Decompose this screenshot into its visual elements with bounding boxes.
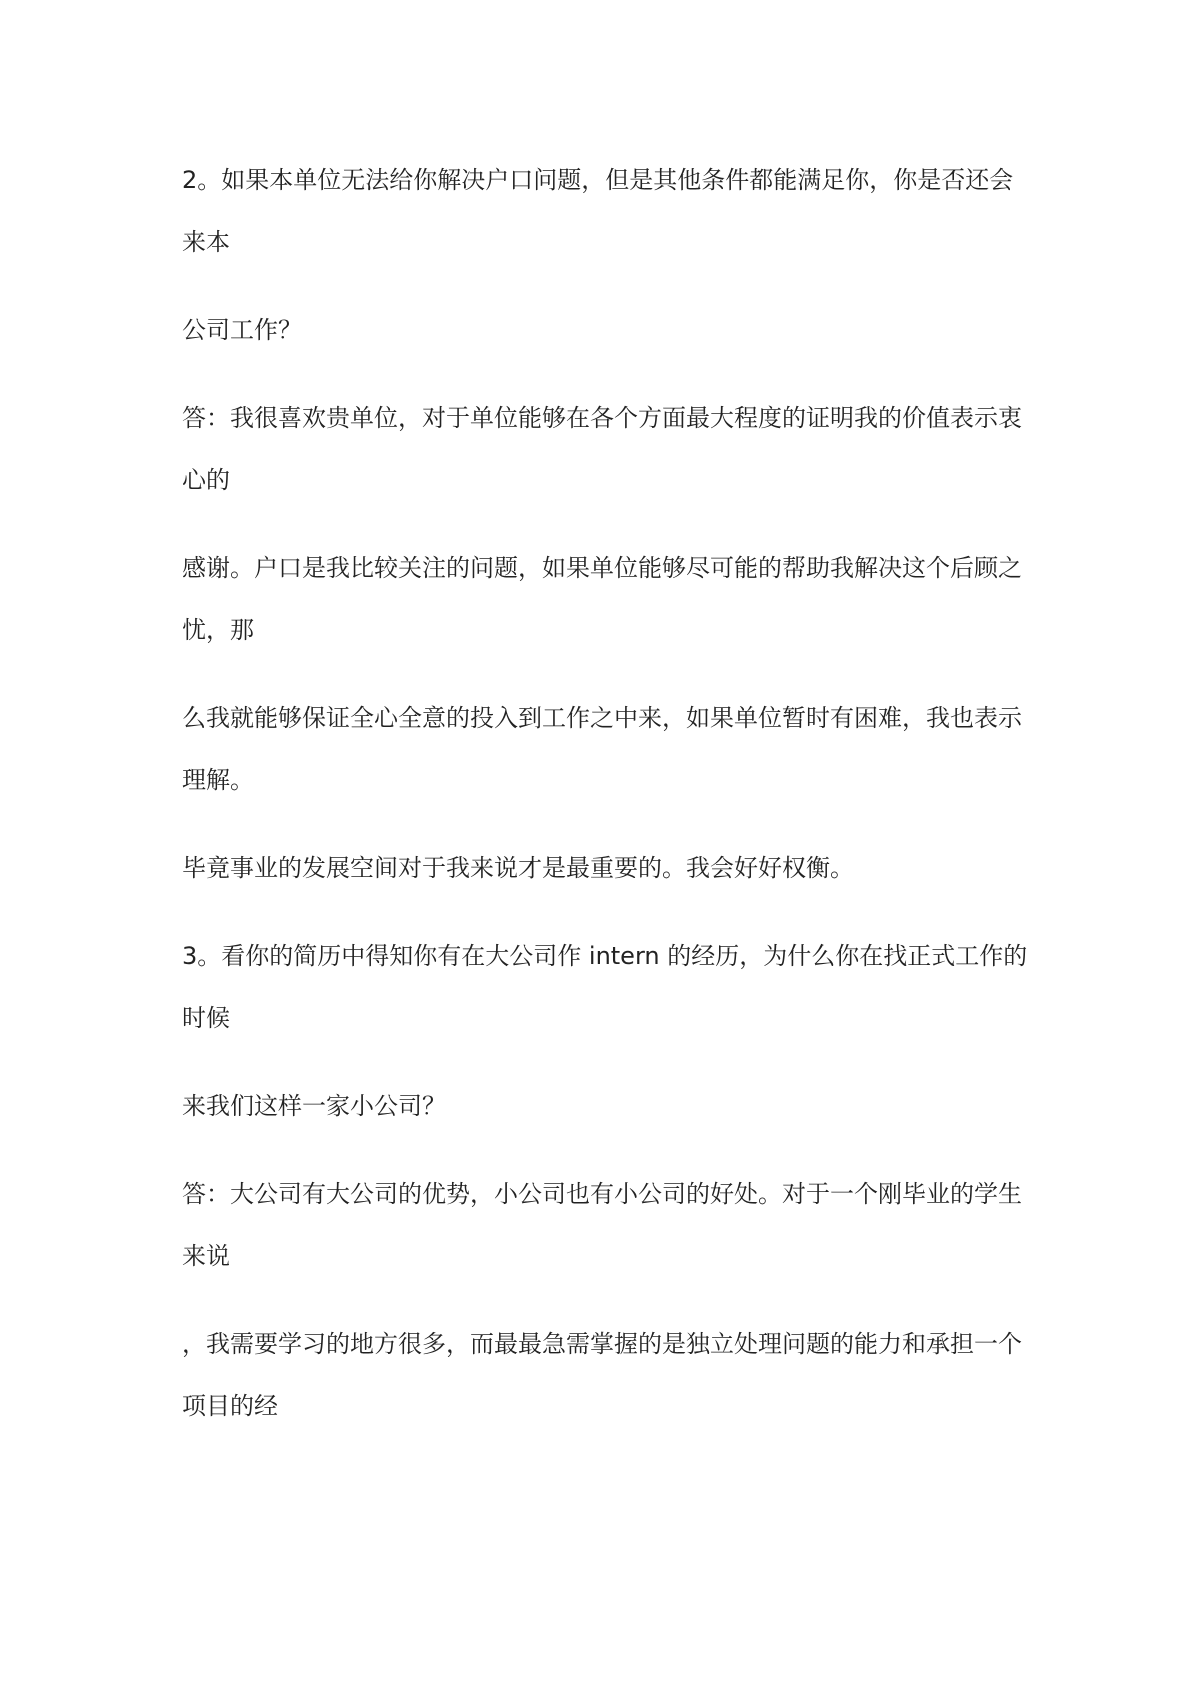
text-line: 答：我很喜欢贵单位，对于单位能够在各个方面最大程度的证明我的价值表示衷 [182,404,1022,432]
text-line: 感谢。户口是我比较关注的问题，如果单位能够尽可能的帮助我解决这个后顾之 [182,554,1022,582]
text-line: 公司工作？ [182,316,302,344]
text-line: 理解。 [182,766,254,794]
text-line: 来本 [182,228,230,256]
text-line: 忧，那 [182,616,254,644]
text-line: 来我们这样一家小公司？ [182,1092,446,1120]
text-line: 来说 [182,1242,230,1270]
text-line: 心的 [182,466,230,494]
text-line: 2。如果本单位无法给你解决户口问题，但是其他条件都能满足你，你是否还会 [182,166,1014,194]
text-line: 么我就能够保证全心全意的投入到工作之中来，如果单位暂时有困难，我也表示 [182,704,1022,732]
text-line: 毕竟事业的发展空间对于我来说才是最重要的。我会好好权衡。 [182,854,854,882]
text-line: 3。看你的简历中得知你有在大公司作 intern 的经历，为什么你在找正式工作的 [182,942,1028,970]
text-line: 答：大公司有大公司的优势，小公司也有小公司的好处。对于一个刚毕业的学生 [182,1180,1022,1208]
text-line: 时候 [182,1004,230,1032]
text-line: ，我需要学习的地方很多，而最最急需掌握的是独立处理问题的能力和承担一个 [182,1330,1022,1358]
text-line: 项目的经 [182,1392,278,1420]
